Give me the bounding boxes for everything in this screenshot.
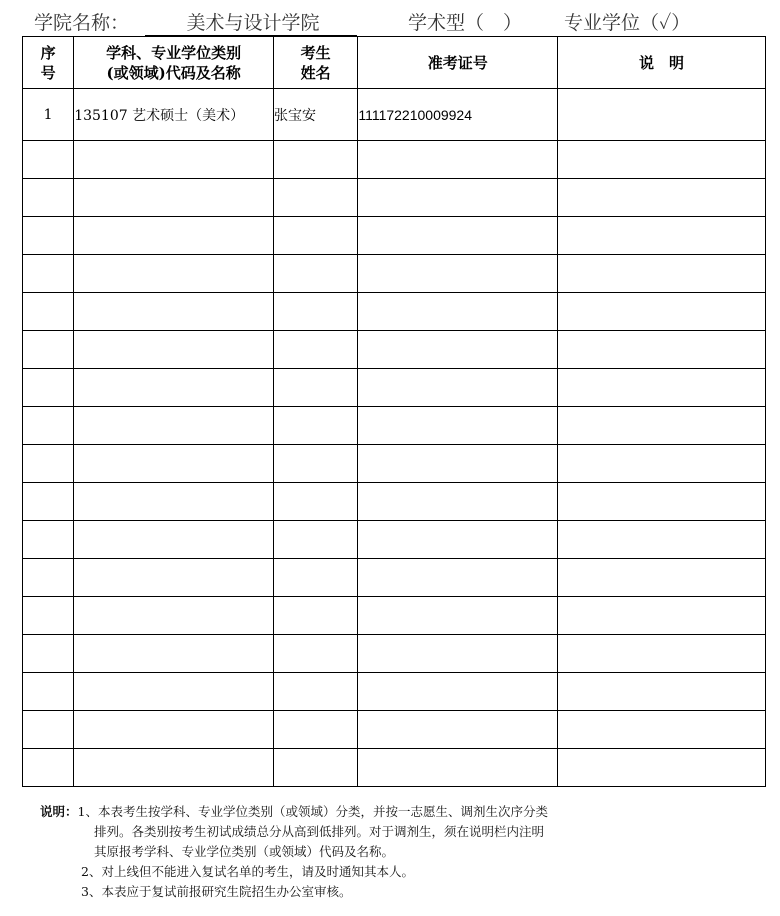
cell-ticket: [358, 255, 558, 293]
notes-item1-line2: 排列。各类别按考生初试成绩总分从高到低排列。对于调剂生，须在说明栏内注明: [94, 824, 545, 839]
notes-item1-text: 1、本表考生按学科、专业学位类别（或领域）分类，并按一志愿生、调剂生次序分类: [77, 804, 548, 819]
table-row: [23, 597, 766, 635]
cell-seq: [23, 559, 74, 597]
cell-ticket: [358, 369, 558, 407]
cell-ticket: [358, 711, 558, 749]
candidate-roster-table: [22, 36, 766, 787]
cell-major: [74, 217, 274, 255]
header-name-line2: 姓名: [300, 63, 331, 82]
cell-ticket: [358, 597, 558, 635]
cell-remark: [558, 749, 766, 787]
table-row: [23, 217, 766, 255]
cell-name: [274, 331, 358, 369]
cell-seq: [23, 141, 74, 179]
cell-name: [274, 179, 358, 217]
cell-remark: [558, 635, 766, 673]
cell-major: [74, 521, 274, 559]
cell-ticket: [358, 559, 558, 597]
table-row: [23, 711, 766, 749]
cell-ticket: [358, 635, 558, 673]
cell-name: [274, 483, 358, 521]
header-major-line2: (或领域)代码及名称: [106, 63, 241, 82]
cell-seq: [23, 635, 74, 673]
cell-name: [274, 217, 358, 255]
cell-ticket: [358, 673, 558, 711]
cell-remark: [558, 673, 766, 711]
cell-major: [74, 331, 274, 369]
cell-major: [74, 369, 274, 407]
table-row: [23, 407, 766, 445]
cell-remark: [558, 89, 766, 141]
cell-major: [74, 407, 274, 445]
table-row: [23, 331, 766, 369]
cell-ticket: [358, 331, 558, 369]
cell-remark: [558, 293, 766, 331]
table-header-row: [23, 37, 766, 89]
cell-ticket: [358, 217, 558, 255]
cell-major: 135107 艺术硕士（美术）: [74, 89, 274, 141]
cell-ticket: [358, 141, 558, 179]
cell-major: [74, 483, 274, 521]
cell-name: [274, 293, 358, 331]
cell-seq: [23, 407, 74, 445]
cell-major: [74, 179, 274, 217]
header-seq: [23, 37, 74, 89]
cell-name: [274, 445, 358, 483]
header-name-line1: 考生: [300, 43, 331, 62]
cell-seq: [23, 217, 74, 255]
cell-major: [74, 711, 274, 749]
cell-name: 张宝安: [274, 89, 358, 141]
cell-remark: [558, 141, 766, 179]
cell-remark: [558, 521, 766, 559]
cell-remark: [558, 483, 766, 521]
cell-name: [274, 635, 358, 673]
cell-name: [274, 521, 358, 559]
cell-name: [274, 255, 358, 293]
cell-ticket: [358, 521, 558, 559]
cell-remark: [558, 331, 766, 369]
cell-seq: [23, 711, 74, 749]
cell-major: [74, 255, 274, 293]
form-header: [34, 8, 760, 34]
cell-remark: [558, 369, 766, 407]
header-name: [274, 37, 358, 89]
table-row: [23, 749, 766, 787]
cell-seq: [23, 331, 74, 369]
notes-section: [40, 802, 760, 902]
cell-name: [274, 407, 358, 445]
cell-seq: [23, 483, 74, 521]
academic-type-option: 学术型（ ）: [408, 12, 523, 34]
notes-item3: 3、本表应于复试前报研究生院招生办公室审核。: [81, 884, 352, 899]
table-row: [23, 369, 766, 407]
notes-item1-line1: [40, 802, 760, 822]
cell-major: [74, 597, 274, 635]
header-remark: 说 明: [558, 37, 766, 89]
header-major-line1: 学科、专业学位类别: [106, 43, 242, 62]
cell-major: [74, 749, 274, 787]
cell-seq: [23, 749, 74, 787]
college-name-field: 美术与设计学院: [145, 8, 357, 36]
cell-name: [274, 369, 358, 407]
cell-ticket: [358, 293, 558, 331]
cell-major: [74, 635, 274, 673]
table-row: [23, 483, 766, 521]
roster-body: [23, 89, 766, 787]
cell-major: [74, 445, 274, 483]
table-row: [23, 89, 766, 141]
cell-major: [74, 293, 274, 331]
cell-ticket: [358, 407, 558, 445]
cell-name: [274, 673, 358, 711]
table-row: [23, 179, 766, 217]
table-row: [23, 255, 766, 293]
cell-ticket: [358, 749, 558, 787]
table-row: [23, 635, 766, 673]
cell-name: [274, 559, 358, 597]
cell-seq: [23, 293, 74, 331]
table-row: [23, 141, 766, 179]
cell-ticket: [358, 483, 558, 521]
notes-label: 说明：: [40, 804, 78, 819]
cell-remark: [558, 711, 766, 749]
table-row: [23, 673, 766, 711]
notes-item1-line3: 其原报考学科、专业学位类别（或领域）代码及名称。: [94, 844, 395, 859]
cell-remark: [558, 559, 766, 597]
cell-ticket: 111172210009924: [358, 89, 558, 141]
header-ticket: 准考证号: [358, 37, 558, 89]
cell-seq: 1: [23, 89, 74, 141]
cell-remark: [558, 217, 766, 255]
college-label: 学院名称：: [34, 12, 130, 34]
cell-seq: [23, 597, 74, 635]
cell-major: [74, 673, 274, 711]
header-major: [74, 37, 274, 89]
cell-remark: [558, 597, 766, 635]
cell-seq: [23, 445, 74, 483]
cell-name: [274, 711, 358, 749]
table-row: [23, 559, 766, 597]
cell-name: [274, 597, 358, 635]
notes-item2: 2、对上线但不能进入复试名单的考生，请及时通知其本人。: [81, 864, 414, 879]
cell-name: [274, 749, 358, 787]
cell-seq: [23, 673, 74, 711]
table-row: [23, 293, 766, 331]
cell-remark: [558, 255, 766, 293]
cell-remark: [558, 179, 766, 217]
cell-ticket: [358, 179, 558, 217]
cell-name: [274, 141, 358, 179]
header-seq-line1: 序: [40, 43, 56, 62]
cell-seq: [23, 179, 74, 217]
professional-degree-option: 专业学位（✓）: [564, 12, 691, 34]
cell-seq: [23, 255, 74, 293]
table-row: [23, 445, 766, 483]
cell-remark: [558, 445, 766, 483]
cell-major: [74, 141, 274, 179]
table-row: [23, 521, 766, 559]
cell-major: [74, 559, 274, 597]
cell-seq: [23, 521, 74, 559]
header-seq-line2: 号: [40, 63, 56, 82]
cell-remark: [558, 407, 766, 445]
cell-ticket: [358, 445, 558, 483]
cell-seq: [23, 369, 74, 407]
